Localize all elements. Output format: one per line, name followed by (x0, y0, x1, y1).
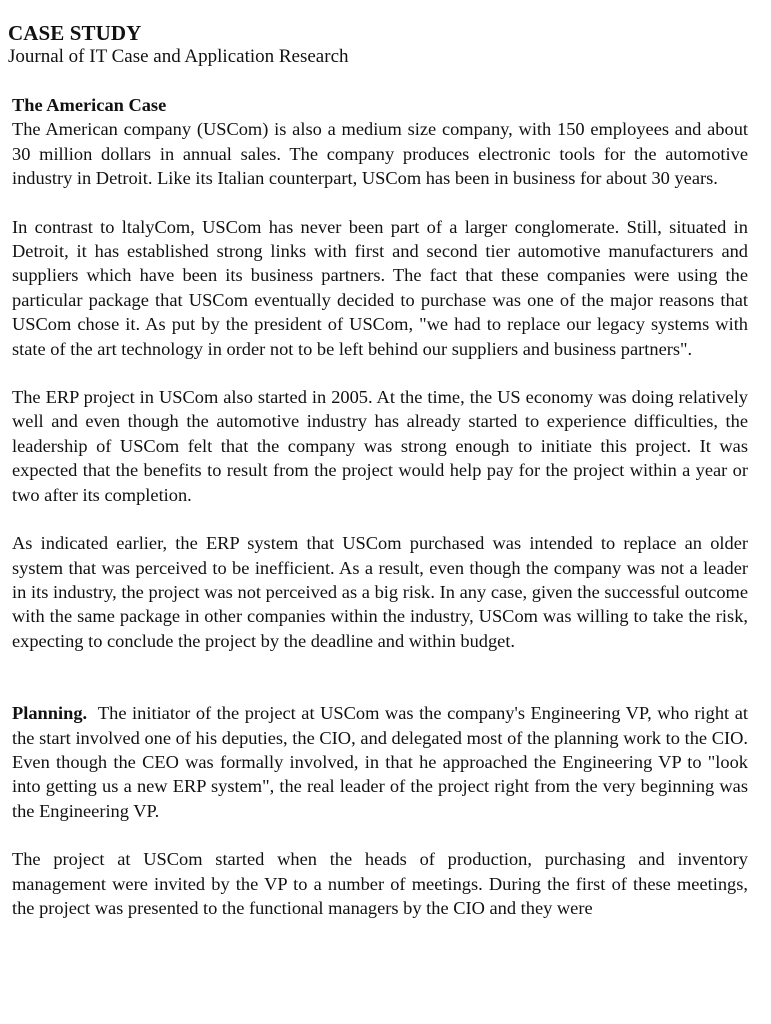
case-study-label: CASE STUDY (8, 21, 142, 45)
planning-text: The initiator of the project at USCom was the company's Engineering VP, who right at the start involved one of his deputies, the CIO, and delegated most of the planning work to the CIO. Even though the CEO was formally involved, in that he approached the Engineering VP to "look into getting us a new ERP system", the real leader of the project right from the very beginning was the Engineering VP. (12, 703, 748, 821)
journal-header (8, 20, 349, 68)
section-title: The American Case (12, 95, 167, 115)
planning-heading: Planning. (12, 703, 88, 724)
article-body (12, 93, 748, 920)
paragraph-company-overview: The American company (USCom) is also a medium size company, with 150 employees and about 30 million dollars in annual sales. The company produces electronic tools for the automotive industry in Detroit. Like its Italian counterpart, USCom has been in business for about 30 years. (12, 119, 748, 189)
journal-title: Journal of IT Case and Application Research (8, 46, 349, 67)
paragraph-project-start: The ERP project in USCom also started in 2005. At the time, the US economy was doing relatively well and even though the automotive industry has already started to experience difficulties, the leadership of USCom felt that the company was strong enough to initiate this project. It was expected that the benefits to result from the project would help pay for the project within a year or two after its completion. (12, 387, 748, 505)
paragraph-business-partners: In contrast to ltalyCom, USCom has never been part of a larger conglomerate. Still, situated in Detroit, it has established strong links with first and second tier automotive manufacturers and suppliers which have been its business partners. The fact that these companies were using the particular package that USCom eventually decided to purchase was one of the major reasons that USCom chose it. As put by the president of USCom, "we had to replace our legacy systems with state of the art technology in order not to be left behind our suppliers and business partners". (12, 216, 748, 359)
paragraph-planning (12, 701, 748, 823)
paragraph-meetings: The project at USCom started when the heads of production, purchasing and inventory management were invited by the VP to a number of meetings. During the first of these meetings, the project was presented to the functional managers by the CIO and they were (12, 849, 748, 918)
paragraph-risk: As indicated earlier, the ERP system that USCom purchased was intended to replace an older system that was perceived to be inefficient. As a result, even though the company was not a leader in its industry, the project was not perceived as a big risk. In any case, given the successful outcome with the same package in other companies within the industry, USCom was willing to take the risk, expecting to conclude the project by the deadline and within budget. (12, 533, 748, 651)
